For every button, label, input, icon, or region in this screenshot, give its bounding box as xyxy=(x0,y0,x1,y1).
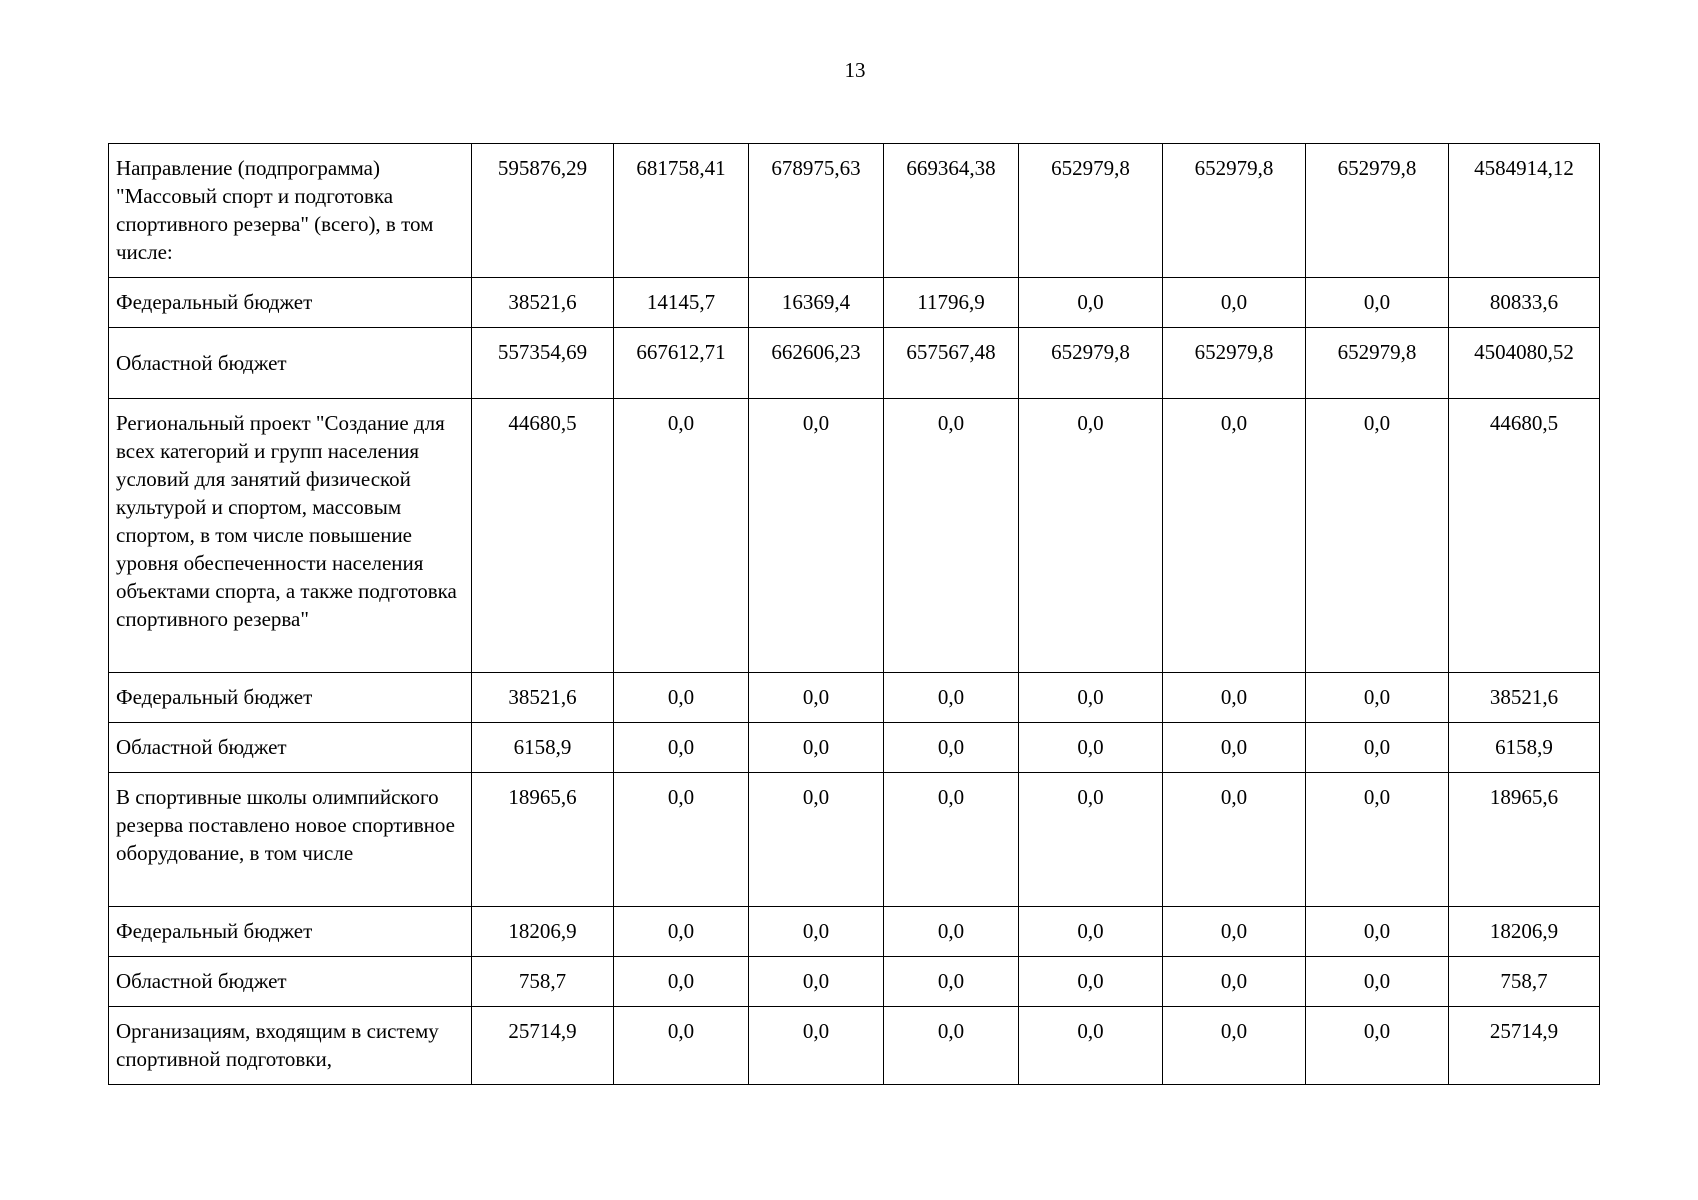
table-cell: 0,0 xyxy=(749,773,884,907)
table-cell: 667612,71 xyxy=(614,328,749,399)
table-cell: 0,0 xyxy=(884,773,1019,907)
table-cell: 11796,9 xyxy=(884,278,1019,328)
table-row xyxy=(109,278,1600,328)
table-cell: 0,0 xyxy=(749,723,884,773)
table-cell: 652979,8 xyxy=(1163,144,1306,278)
table-cell: 0,0 xyxy=(1019,907,1163,957)
table-cell: 0,0 xyxy=(1306,1007,1449,1085)
table-cell: 0,0 xyxy=(884,907,1019,957)
table-cell: 0,0 xyxy=(614,773,749,907)
row-label: Областной бюджет xyxy=(109,957,472,1007)
table-cell: 0,0 xyxy=(614,673,749,723)
table-cell: 38521,6 xyxy=(472,278,614,328)
table-cell: 0,0 xyxy=(1306,278,1449,328)
table-cell: 0,0 xyxy=(1163,957,1306,1007)
table-cell: 681758,41 xyxy=(614,144,749,278)
row-label: Областной бюджет xyxy=(109,723,472,773)
table-cell: 18965,6 xyxy=(472,773,614,907)
table-cell: 0,0 xyxy=(1163,773,1306,907)
row-label: В спортивные школы олимпийского резерва поставлено новое спортивное оборудование, в том числе xyxy=(109,773,472,907)
table-cell: 14145,7 xyxy=(614,278,749,328)
table-cell: 4584914,12 xyxy=(1449,144,1600,278)
table-cell: 652979,8 xyxy=(1019,144,1163,278)
table-cell: 0,0 xyxy=(1019,957,1163,1007)
table-cell: 0,0 xyxy=(1163,1007,1306,1085)
table-cell: 0,0 xyxy=(749,907,884,957)
budget-table xyxy=(108,143,1600,1085)
table-cell: 0,0 xyxy=(884,1007,1019,1085)
table-cell: 0,0 xyxy=(1306,907,1449,957)
table-row xyxy=(109,723,1600,773)
table-cell: 25714,9 xyxy=(472,1007,614,1085)
table-cell: 0,0 xyxy=(749,1007,884,1085)
table-cell: 652979,8 xyxy=(1163,328,1306,399)
row-label: Федеральный бюджет xyxy=(109,907,472,957)
table-cell: 0,0 xyxy=(749,399,884,673)
table-cell: 0,0 xyxy=(1163,673,1306,723)
row-label: Организациям, входящим в систему спортивной подготовки, xyxy=(109,1007,472,1085)
table-cell: 0,0 xyxy=(1019,278,1163,328)
table-cell: 0,0 xyxy=(1019,723,1163,773)
table-row xyxy=(109,1007,1600,1085)
table-cell: 18206,9 xyxy=(472,907,614,957)
table-cell: 678975,63 xyxy=(749,144,884,278)
table-cell: 0,0 xyxy=(749,673,884,723)
table-cell: 0,0 xyxy=(1306,399,1449,673)
table-cell: 669364,38 xyxy=(884,144,1019,278)
table-cell: 44680,5 xyxy=(1449,399,1600,673)
table-cell: 0,0 xyxy=(614,1007,749,1085)
table-cell: 0,0 xyxy=(614,907,749,957)
table-cell: 38521,6 xyxy=(472,673,614,723)
table-cell: 758,7 xyxy=(1449,957,1600,1007)
table-cell: 0,0 xyxy=(1019,773,1163,907)
table-cell: 16369,4 xyxy=(749,278,884,328)
table-row xyxy=(109,957,1600,1007)
table-cell: 0,0 xyxy=(884,399,1019,673)
table-cell: 0,0 xyxy=(1163,907,1306,957)
table-cell: 44680,5 xyxy=(472,399,614,673)
table-row xyxy=(109,328,1600,399)
table-row xyxy=(109,144,1600,278)
table-cell: 0,0 xyxy=(1019,399,1163,673)
table-cell: 6158,9 xyxy=(1449,723,1600,773)
table-cell: 18206,9 xyxy=(1449,907,1600,957)
table-cell: 0,0 xyxy=(1019,1007,1163,1085)
table-cell: 0,0 xyxy=(749,957,884,1007)
table-cell: 0,0 xyxy=(884,957,1019,1007)
table-cell: 18965,6 xyxy=(1449,773,1600,907)
table-cell: 0,0 xyxy=(884,673,1019,723)
table-cell: 0,0 xyxy=(1163,278,1306,328)
page-number: 13 xyxy=(844,58,866,82)
row-label: Областной бюджет xyxy=(109,328,472,399)
table-cell: 0,0 xyxy=(1306,673,1449,723)
table-cell: 557354,69 xyxy=(472,328,614,399)
table-cell: 0,0 xyxy=(614,957,749,1007)
table-cell: 758,7 xyxy=(472,957,614,1007)
table-row xyxy=(109,907,1600,957)
table-cell: 4504080,52 xyxy=(1449,328,1600,399)
table-cell: 0,0 xyxy=(884,723,1019,773)
row-label: Федеральный бюджет xyxy=(109,673,472,723)
table-cell: 652979,8 xyxy=(1019,328,1163,399)
table-cell: 25714,9 xyxy=(1449,1007,1600,1085)
table-row xyxy=(109,673,1600,723)
row-label: Федеральный бюджет xyxy=(109,278,472,328)
table-cell: 0,0 xyxy=(1306,723,1449,773)
row-label: Направление (подпрограмма) "Массовый спорт и подготовка спортивного резерва" (всего), в том числе: xyxy=(109,144,472,278)
table-cell: 652979,8 xyxy=(1306,144,1449,278)
table-cell: 0,0 xyxy=(1306,957,1449,1007)
table-cell: 80833,6 xyxy=(1449,278,1600,328)
table-row xyxy=(109,773,1600,907)
table-cell: 6158,9 xyxy=(472,723,614,773)
table-cell: 0,0 xyxy=(614,723,749,773)
table-cell: 0,0 xyxy=(1019,673,1163,723)
table-cell: 0,0 xyxy=(614,399,749,673)
table-cell: 652979,8 xyxy=(1306,328,1449,399)
table-cell: 662606,23 xyxy=(749,328,884,399)
table-cell: 0,0 xyxy=(1163,723,1306,773)
row-label: Региональный проект "Создание для всех категорий и групп населения условий для занятий физической культурой и спортом, массовым спортом, в том числе повышение уровня обеспеченности населения объектами спорта, а также подготовка спортивного резерва" xyxy=(109,399,472,673)
table-cell: 38521,6 xyxy=(1449,673,1600,723)
table-cell: 595876,29 xyxy=(472,144,614,278)
table-cell: 657567,48 xyxy=(884,328,1019,399)
table-cell: 0,0 xyxy=(1163,399,1306,673)
table-row xyxy=(109,399,1600,673)
table-cell: 0,0 xyxy=(1306,773,1449,907)
